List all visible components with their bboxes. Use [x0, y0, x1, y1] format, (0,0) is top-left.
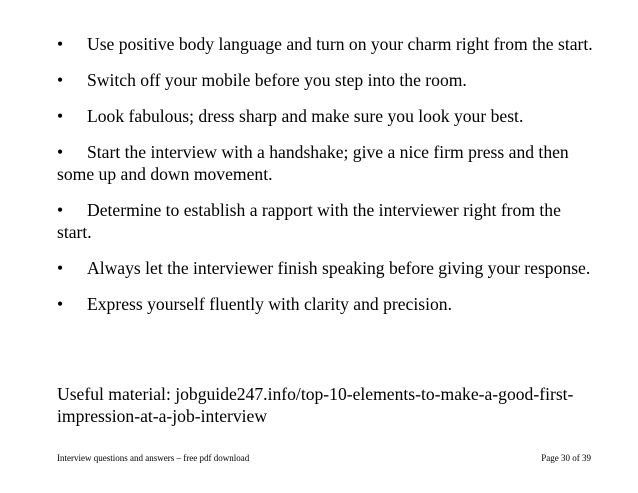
- list-item: [57, 257, 597, 279]
- useful-material-text: Useful material: jobguide247.info/top-10-elements-to-make-a-good-first-impression-at-a-job-interview: [57, 384, 574, 426]
- list-item: [57, 293, 597, 315]
- list-item: [57, 105, 597, 127]
- bullet-icon: •: [57, 200, 64, 220]
- list-item: [57, 69, 597, 91]
- bullet-icon: •: [57, 70, 64, 90]
- bullet-icon: •: [57, 294, 64, 314]
- bullet-text: Express yourself fluently with clarity and precision.: [87, 294, 452, 314]
- bullet-text: Use positive body language and turn on your charm right from the start.: [87, 34, 593, 54]
- tips-list: [57, 33, 597, 329]
- bullet-text: Determine to establish a rapport with the interviewer right from the start.: [57, 200, 561, 242]
- bullet-icon: •: [57, 258, 64, 278]
- page-footer: [57, 452, 591, 464]
- bullet-text: Look fabulous; dress sharp and make sure you look your best.: [87, 106, 524, 126]
- list-item: [57, 199, 597, 243]
- page-number: Page 30 of 39: [541, 453, 591, 463]
- bullet-icon: •: [57, 106, 64, 126]
- list-item: [57, 141, 597, 185]
- bullet-icon: •: [57, 142, 64, 162]
- bullet-text: Switch off your mobile before you step into the room.: [87, 70, 467, 90]
- bullet-icon: •: [57, 34, 64, 54]
- bullet-text: Start the interview with a handshake; give a nice firm press and then some up and down movement.: [57, 142, 569, 184]
- bullet-text: Always let the interviewer finish speaking before giving your response.: [87, 258, 591, 278]
- footer-title: Interview questions and answers – free pdf download: [57, 453, 250, 463]
- list-item: [57, 33, 597, 55]
